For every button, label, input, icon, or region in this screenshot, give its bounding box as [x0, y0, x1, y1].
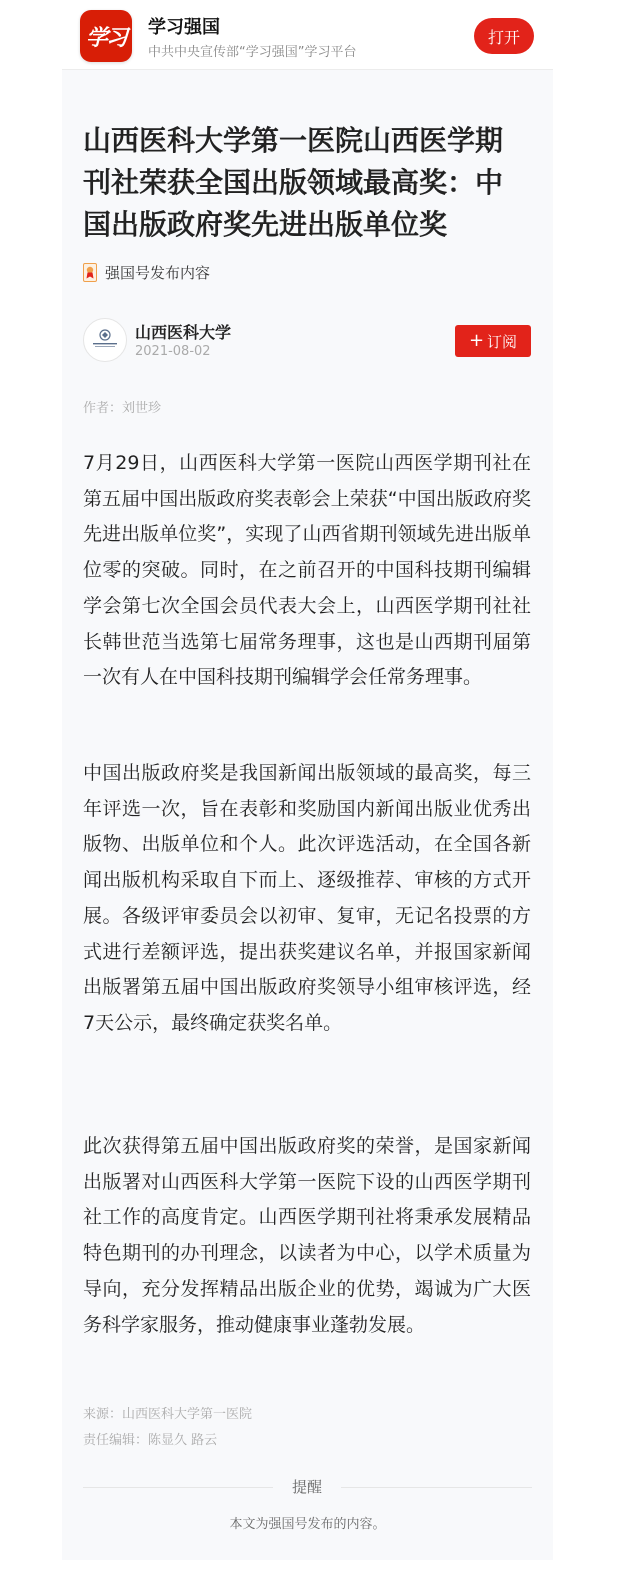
app-banner	[62, 0, 553, 70]
app-name: 学习强国	[148, 17, 220, 38]
source-line: 来源：山西医科大学第一医院	[83, 1407, 253, 1422]
article-paragraph: 中国出版政府奖是我国新闻出版领域的最高奖，每三年评选一次，旨在表彰和奖励国内新闻出版业优秀出版物、出版单位和个人。此次评选活动，在全国各新闻出版机构采取自下而上、逐级推荐、审核的方式开展。各级评审委员会以初审、复审，无记名投票的方式进行差额评选，提出获奖建议名单，并报国家新闻出版署第五届中国出版政府奖领导小组审核评选，经7天公示，最终确定获奖名单。	[83, 762, 531, 1034]
article-title: 山西医科大学第一医院山西医学期刊社荣获全国出版领域最高奖：中国出版政府奖先进出版单位奖	[83, 124, 504, 241]
xuexi-logo-icon[interactable]: 学习	[80, 10, 132, 62]
article-paragraph: 此次获得第五届中国出版政府奖的荣誉，是国家新闻出版署对山西医科大学第一医院下设的山西医学期刊社工作的高度肯定。山西医学期刊社将秉承发展精品特色期刊的办刊理念，以读者为中心，以学术质量为导向，充分发挥精品出版企业的优势，竭诚为广大医务科学家服务，推动健康事业蓬勃发展。	[83, 1135, 531, 1336]
author-account	[83, 318, 532, 364]
bookmark-badge-icon	[83, 263, 97, 282]
author-name[interactable]: 山西医科大学	[135, 323, 232, 342]
article-paragraph: 7月29日，山西医科大学第一医院山西医学期刊社在第五届中国出版政府奖表彰会上荣获“中国出版政府奖先进出版单位奖”，实现了山西省期刊领域先进出版单位零的突破。同时，在之前召开的中国科技期刊编辑学会第七次全国会员代表大会上，山西医学期刊社社长韩世范当选第七届常务理事，这也是山西期刊届第一次有人在中国科技期刊编辑学会任常务理事。	[83, 452, 531, 689]
notice-title: 提醒	[273, 1476, 341, 1497]
subscribe-label: 订阅	[487, 332, 518, 351]
article-card	[62, 70, 553, 1560]
publish-date: 2021-08-02	[135, 344, 211, 359]
subscribe-button[interactable]	[455, 325, 531, 357]
publisher-tag	[83, 260, 210, 284]
plus-icon: +	[468, 330, 485, 351]
publisher-tag-label: 强国号发布内容	[105, 263, 211, 282]
editor-line: 责任编辑：陈显久 路云	[83, 1433, 218, 1448]
avatar[interactable]	[83, 318, 127, 362]
app-subtitle: 中共中央宣传部“学习强国”学习平台	[148, 45, 357, 60]
byline: 作者：刘世珍	[83, 401, 162, 416]
notice-text: 本文为强国号发布的内容。	[229, 1517, 386, 1532]
university-seal-icon	[86, 321, 124, 359]
open-app-button[interactable]: 打开	[474, 18, 534, 54]
